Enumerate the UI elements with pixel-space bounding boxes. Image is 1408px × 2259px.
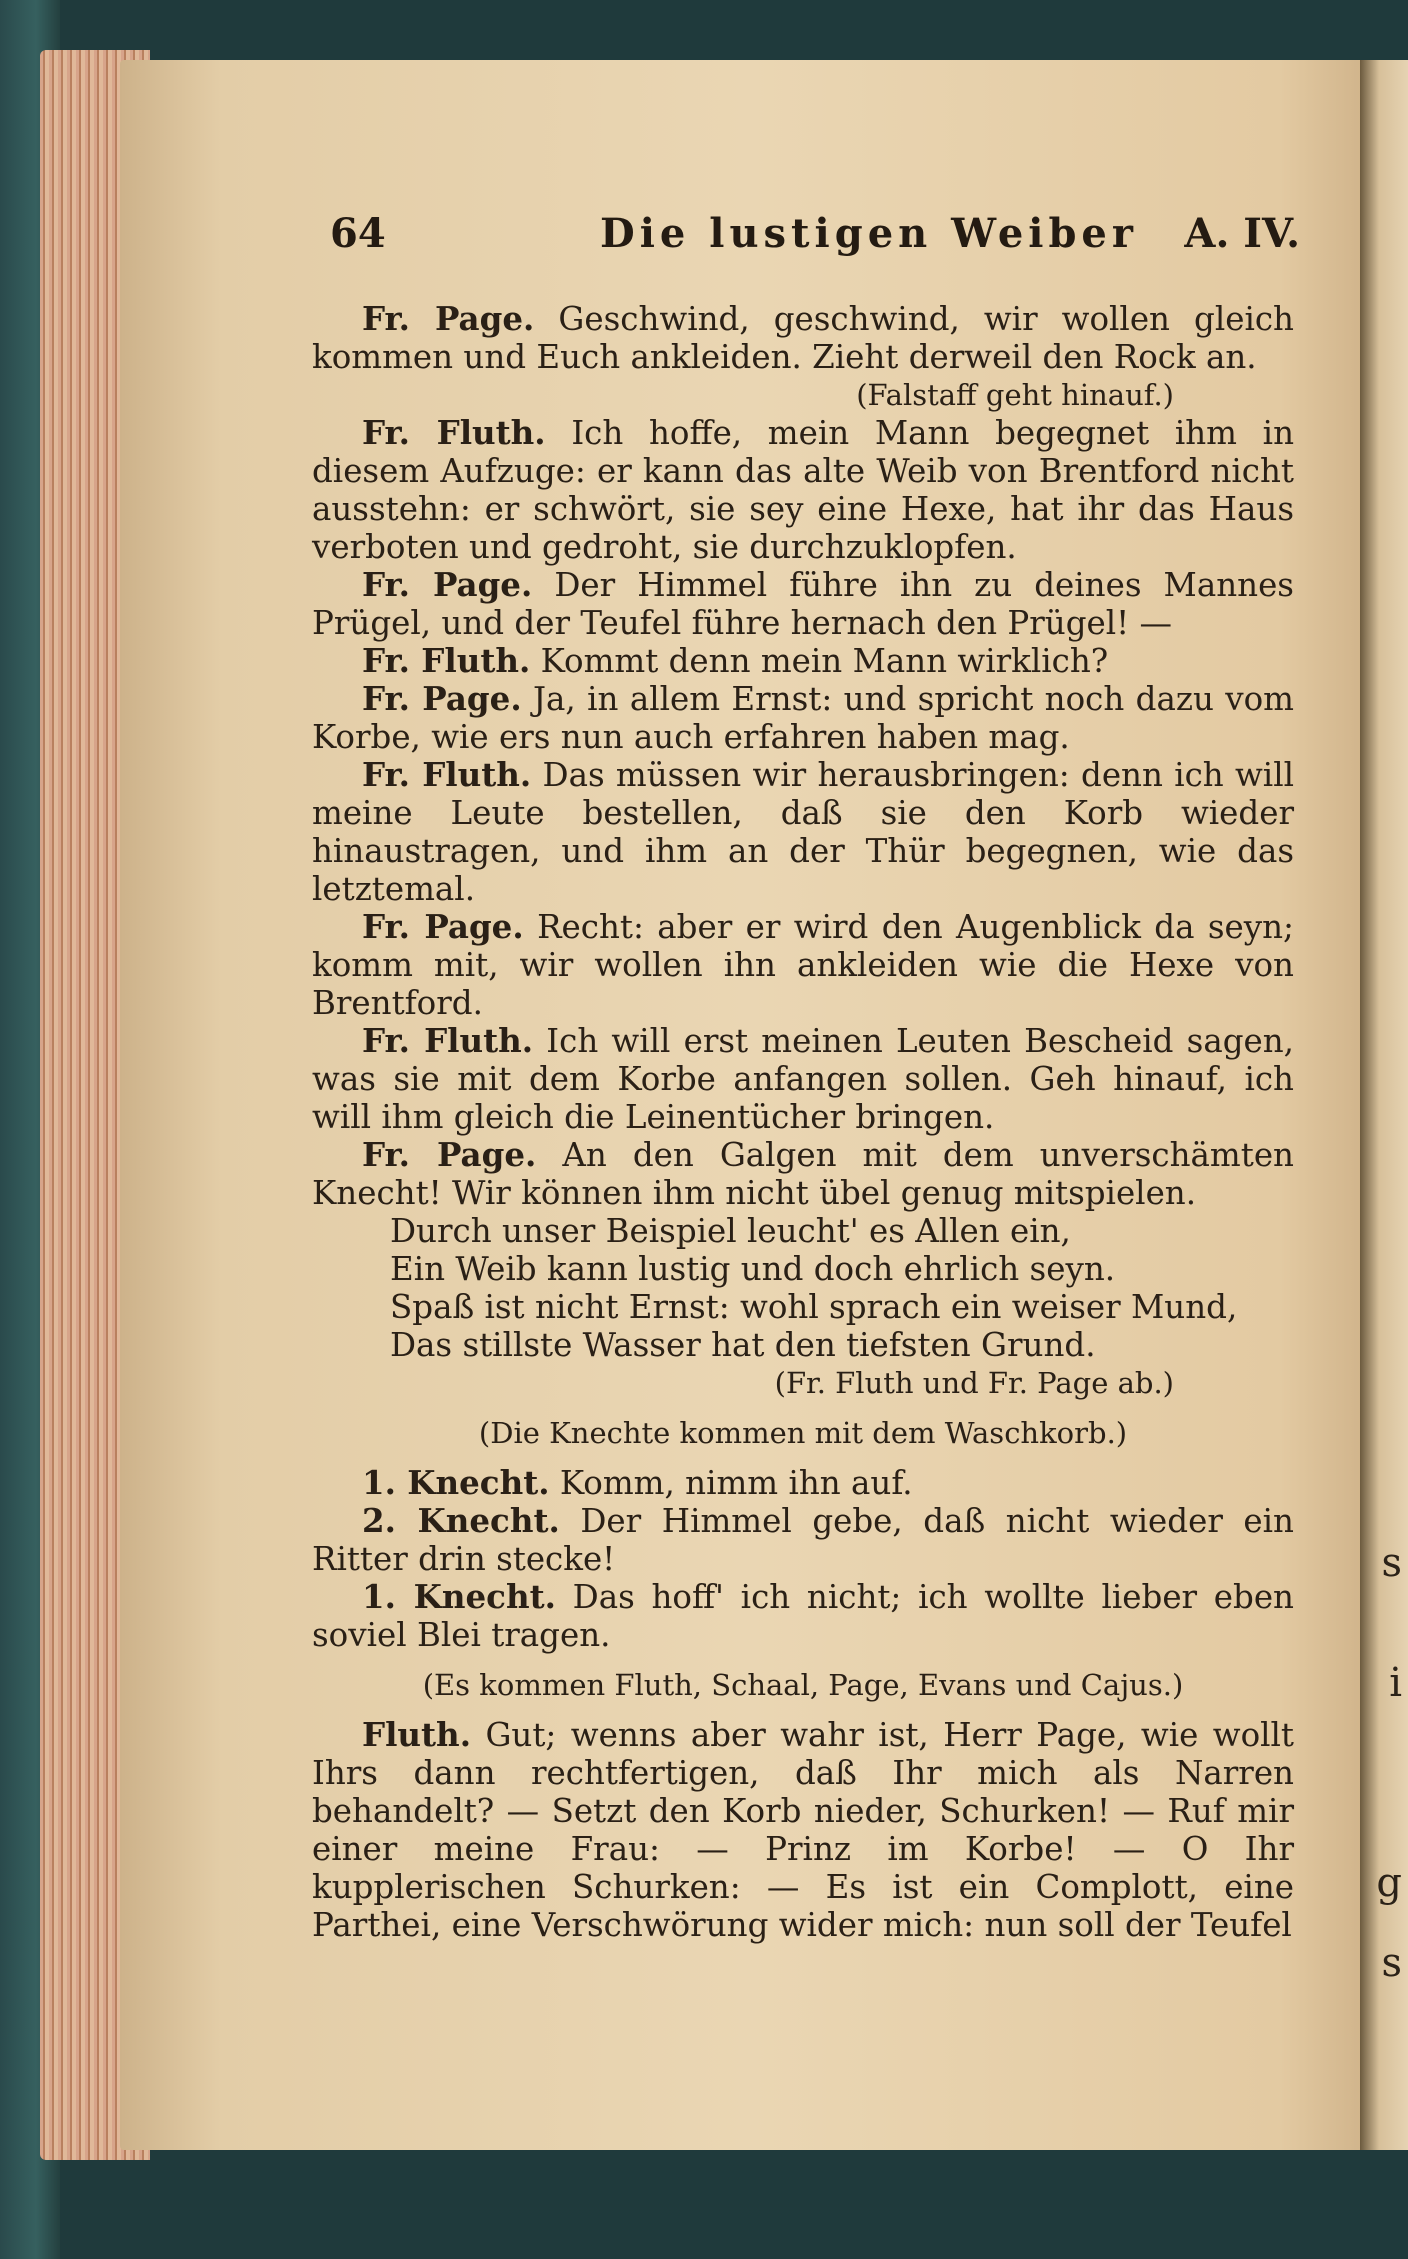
- speech: [312, 756, 1294, 908]
- speaker-name: Fr. Page.: [362, 907, 524, 946]
- speech: [312, 1022, 1294, 1136]
- running-header: [330, 210, 1300, 270]
- speech: [312, 1502, 1294, 1578]
- speech: [312, 300, 1294, 376]
- page-text: [312, 300, 1294, 1944]
- speech: [312, 414, 1294, 566]
- speech-text: Ja, in allem Ernst: und spricht noch dazu vom Korbe, wie ers nun auch erfahren haben mag.: [312, 680, 1294, 756]
- speaker-name: 1. Knecht.: [362, 1577, 556, 1616]
- speech-text: Das müssen wir herausbringen: denn ich will meine Leute bestellen, daß sie den Korb wieder hinaustragen, und ihm an der Thür begegnen, wie das letztemal.: [312, 756, 1294, 908]
- speech-text: Recht: aber er wird den Augenblick da seyn; komm mit, wir wollen ihn ankleiden wie die Hexe von Brentford.: [312, 908, 1294, 1022]
- speaker-name: Fr. Fluth.: [362, 1021, 534, 1060]
- speech-text: Ich hoffe, mein Mann begegnet ihm in diesem Aufzuge: er kann das alte Weib von Brentford nicht ausstehn: er schwört, sie sey eine Hexe, hat ihr das Haus verboten und gedroht, sie durchzuklopfen.: [312, 414, 1295, 566]
- speaker-name: Fr. Page.: [362, 1135, 537, 1174]
- speaker-name: 2. Knecht.: [362, 1501, 560, 1540]
- speech-text: Kommt denn mein Mann wirklich?: [540, 642, 1109, 680]
- speech-text: Der Himmel führe ihn zu deines Mannes Prügel, und der Teufel führe hernach den Prügel! —: [312, 566, 1294, 642]
- speech: [312, 566, 1294, 642]
- speech: [312, 1136, 1294, 1212]
- stage-direction: (Fr. Fluth und Fr. Page ab.): [774, 1366, 1174, 1400]
- speaker-name: Fr. Fluth.: [362, 413, 546, 452]
- next-page-fragment: g: [1376, 1860, 1402, 1906]
- speaker-name: Fr. Fluth.: [362, 641, 531, 680]
- speaker-name: Fr. Page.: [362, 299, 535, 338]
- speaker-name: 1. Knecht.: [362, 1463, 550, 1502]
- next-page-fragment: s: [1381, 1540, 1402, 1586]
- spacer: [312, 1654, 1294, 1666]
- speech-text: Geschwind, geschwind, wir wollen gleich kommen und Euch ankleiden. Zieht derweil den Rock an.: [312, 300, 1294, 376]
- next-page-fragment: i: [1389, 1660, 1402, 1706]
- speaker-name: Fr. Page.: [362, 679, 522, 718]
- speech-text: Komm, nimm ihn auf.: [559, 1464, 913, 1502]
- speech-text: Der Himmel gebe, daß nicht wieder ein Ritter drin stecke!: [312, 1502, 1294, 1578]
- speech: [312, 908, 1294, 1022]
- running-title: Die lustigen Weiber: [600, 210, 1138, 257]
- verse-line: Spaß ist nicht Ernst: wohl sprach ein weiser Mund,: [390, 1288, 1238, 1326]
- stage-direction: (Falstaff geht hinauf.): [856, 378, 1174, 412]
- speech-text: An den Galgen mit dem unverschämten Knecht! Wir können ihm nicht übel genug mitspielen.: [312, 1136, 1294, 1212]
- speaker-name: Fr. Page.: [362, 565, 533, 604]
- speech: [312, 1716, 1294, 1944]
- verse-line: Durch unser Beispiel leucht' es Allen ein,: [390, 1212, 1071, 1250]
- speech-text: Gut; wenns aber wahr ist, Herr Page, wie wollt Ihrs dann rechtfertigen, daß Ihr mich als Narren behandelt? — Setzt den Korb nieder, Schurken! — Ruf mir einer meine Frau: — Prinz im Korbe! — O Ihr kupplerischen Schurken: — Es ist ein Complott, eine Parthei, eine Verschwörung wider mich: nun soll der Teufel: [312, 1716, 1294, 1944]
- speech-text: Das hoff' ich nicht; ich wollte lieber eben soviel Blei tragen.: [312, 1578, 1294, 1654]
- next-page-edge: [1360, 60, 1408, 2150]
- speech-text: Ich will erst meinen Leuten Bescheid sagen, was sie mit dem Korbe anfangen sollen. Geh hinauf, ich will ihm gleich die Leinentücher bringen.: [312, 1022, 1294, 1136]
- verse-line: Das stillste Wasser hat den tiefsten Grund.: [390, 1326, 1096, 1364]
- next-page-fragment: s: [1381, 1940, 1402, 1986]
- page-number: 64: [330, 210, 386, 257]
- verse-line: Ein Weib kann lustig und doch ehrlich seyn.: [390, 1250, 1116, 1288]
- act-marker: A. IV.: [1184, 210, 1300, 257]
- speech: [312, 1578, 1294, 1654]
- speech: [312, 680, 1294, 756]
- stage-direction: (Die Knechte kommen mit dem Waschkorb.): [478, 1416, 1128, 1450]
- speaker-name: Fluth.: [362, 1715, 472, 1754]
- speech: [312, 642, 1294, 680]
- speech: [312, 1464, 1294, 1502]
- spacer: [312, 1402, 1294, 1414]
- speaker-name: Fr. Fluth.: [362, 755, 532, 794]
- stage-direction: (Es kommen Fluth, Schaal, Page, Evans und Cajus.): [422, 1668, 1184, 1702]
